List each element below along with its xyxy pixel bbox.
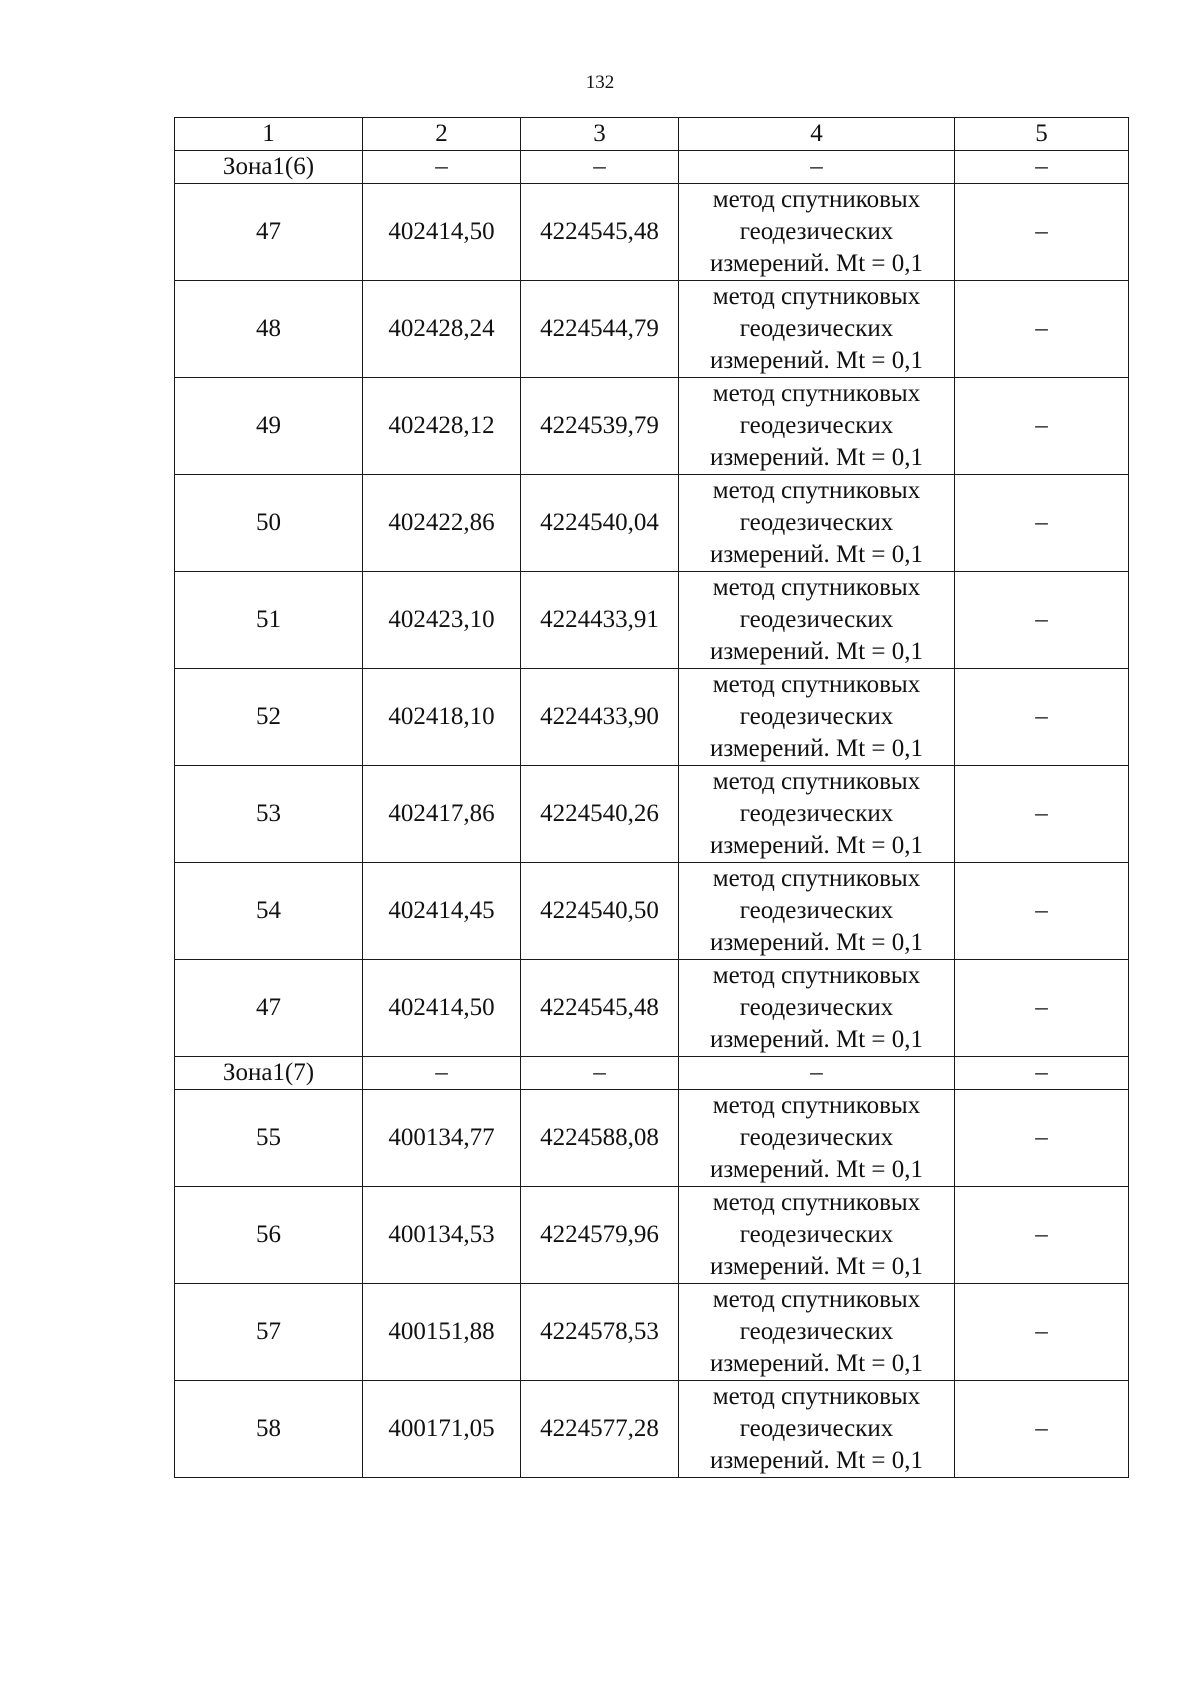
coordinate-x: 400134,77: [363, 1090, 521, 1187]
point-number: 48: [175, 281, 363, 378]
method-line: измерений. Mt = 0,1: [709, 1253, 924, 1280]
coordinate-x: 400151,88: [363, 1284, 521, 1381]
coordinates-table: [174, 117, 1129, 1478]
header-cell-4: 4: [679, 118, 955, 151]
note-dash: –: [955, 572, 1129, 669]
method-line: геодезических: [739, 1318, 894, 1345]
header-row: [175, 118, 1129, 151]
coordinate-x: 402422,86: [363, 475, 521, 572]
point-number: 56: [175, 1187, 363, 1284]
table-row: [175, 1381, 1129, 1478]
table-row: [175, 1090, 1129, 1187]
zone-dash: –: [955, 151, 1129, 184]
table-body: [175, 118, 1129, 1478]
point-number: 51: [175, 572, 363, 669]
method-line: геодезических: [739, 703, 894, 730]
header-cell-2: 2: [363, 118, 521, 151]
method-description: [679, 960, 955, 1057]
coordinate-x: 402428,12: [363, 378, 521, 475]
method-description: [679, 184, 955, 281]
table-row: [175, 475, 1129, 572]
table-row: [175, 960, 1129, 1057]
method-line: геодезических: [739, 606, 894, 633]
method-line: измерений. Mt = 0,1: [709, 1156, 924, 1183]
note-dash: –: [955, 184, 1129, 281]
table-row: [175, 184, 1129, 281]
method-description: [679, 863, 955, 960]
method-line: метод спутниковых: [712, 574, 921, 601]
method-description: [679, 1381, 955, 1478]
method-description: [679, 475, 955, 572]
zone-dash: –: [521, 1057, 679, 1090]
method-line: геодезических: [739, 1124, 894, 1151]
method-line: метод спутниковых: [712, 1383, 921, 1410]
coordinate-y: 4224545,48: [521, 960, 679, 1057]
coordinate-x: 402418,10: [363, 669, 521, 766]
method-description: [679, 281, 955, 378]
method-line: метод спутниковых: [712, 1092, 921, 1119]
coordinate-y: 4224579,96: [521, 1187, 679, 1284]
page-number: 132: [585, 72, 615, 93]
method-line: измерений. Mt = 0,1: [709, 832, 924, 859]
note-dash: –: [955, 863, 1129, 960]
note-dash: –: [955, 281, 1129, 378]
coordinate-y: 4224578,53: [521, 1284, 679, 1381]
table-row: [175, 669, 1129, 766]
coordinate-x: 402417,86: [363, 766, 521, 863]
zone-dash: –: [955, 1057, 1129, 1090]
note-dash: –: [955, 1187, 1129, 1284]
method-description: [679, 1090, 955, 1187]
method-line: метод спутниковых: [712, 186, 921, 213]
note-dash: –: [955, 766, 1129, 863]
method-line: метод спутниковых: [712, 671, 921, 698]
coordinate-x: 402414,50: [363, 960, 521, 1057]
method-line: метод спутниковых: [712, 477, 921, 504]
method-description: [679, 572, 955, 669]
table-row: [175, 572, 1129, 669]
coordinate-y: 4224588,08: [521, 1090, 679, 1187]
header-cell-3: 3: [521, 118, 679, 151]
method-line: измерений. Mt = 0,1: [709, 444, 924, 471]
method-line: измерений. Mt = 0,1: [709, 929, 924, 956]
note-dash: –: [955, 1090, 1129, 1187]
coordinate-y: 4224433,90: [521, 669, 679, 766]
coordinate-x: 402428,24: [363, 281, 521, 378]
point-number: 57: [175, 1284, 363, 1381]
method-line: метод спутниковых: [712, 962, 921, 989]
coordinate-y: 4224540,04: [521, 475, 679, 572]
point-number: 50: [175, 475, 363, 572]
table-row: [175, 1187, 1129, 1284]
point-number: 52: [175, 669, 363, 766]
method-description: [679, 378, 955, 475]
note-dash: –: [955, 1284, 1129, 1381]
method-line: измерений. Mt = 0,1: [709, 1447, 924, 1474]
zone-dash: –: [679, 1057, 955, 1090]
point-number: 54: [175, 863, 363, 960]
method-line: геодезических: [739, 994, 894, 1021]
coordinate-x: 400134,53: [363, 1187, 521, 1284]
zone-dash: –: [363, 151, 521, 184]
method-description: [679, 1187, 955, 1284]
coordinate-y: 4224433,91: [521, 572, 679, 669]
point-number: 49: [175, 378, 363, 475]
method-line: метод спутниковых: [712, 768, 921, 795]
method-line: измерений. Mt = 0,1: [709, 347, 924, 374]
note-dash: –: [955, 1381, 1129, 1478]
method-line: измерений. Mt = 0,1: [709, 541, 924, 568]
coordinate-y: 4224545,48: [521, 184, 679, 281]
zone-label: Зона1(7): [175, 1057, 363, 1090]
method-line: метод спутниковых: [712, 1189, 921, 1216]
note-dash: –: [955, 475, 1129, 572]
method-line: метод спутниковых: [712, 283, 921, 310]
table-row: [175, 1284, 1129, 1381]
method-line: геодезических: [739, 315, 894, 342]
zone-row: [175, 151, 1129, 184]
method-line: геодезических: [739, 218, 894, 245]
point-number: 58: [175, 1381, 363, 1478]
point-number: 47: [175, 960, 363, 1057]
table-row: [175, 378, 1129, 475]
coordinate-y: 4224540,26: [521, 766, 679, 863]
method-line: метод спутниковых: [712, 380, 921, 407]
coordinate-y: 4224540,50: [521, 863, 679, 960]
coordinate-y: 4224539,79: [521, 378, 679, 475]
coordinate-y: 4224577,28: [521, 1381, 679, 1478]
zone-dash: –: [521, 151, 679, 184]
coordinate-x: 402414,45: [363, 863, 521, 960]
note-dash: –: [955, 960, 1129, 1057]
method-line: измерений. Mt = 0,1: [709, 1350, 924, 1377]
coordinate-x: 400171,05: [363, 1381, 521, 1478]
table-row: [175, 766, 1129, 863]
method-line: метод спутниковых: [712, 865, 921, 892]
method-description: [679, 669, 955, 766]
zone-label: Зона1(6): [175, 151, 363, 184]
coordinate-x: 402414,50: [363, 184, 521, 281]
header-cell-5: 5: [955, 118, 1129, 151]
method-line: геодезических: [739, 412, 894, 439]
method-line: измерений. Mt = 0,1: [709, 1026, 924, 1053]
zone-dash: –: [679, 151, 955, 184]
method-line: геодезических: [739, 800, 894, 827]
method-description: [679, 766, 955, 863]
method-line: измерений. Mt = 0,1: [709, 638, 924, 665]
coordinate-x: 402423,10: [363, 572, 521, 669]
zone-dash: –: [363, 1057, 521, 1090]
method-line: геодезических: [739, 509, 894, 536]
method-line: геодезических: [739, 1415, 894, 1442]
method-line: геодезических: [739, 897, 894, 924]
zone-row: [175, 1057, 1129, 1090]
point-number: 55: [175, 1090, 363, 1187]
table-row: [175, 281, 1129, 378]
method-line: измерений. Mt = 0,1: [709, 735, 924, 762]
point-number: 53: [175, 766, 363, 863]
method-line: метод спутниковых: [712, 1286, 921, 1313]
point-number: 47: [175, 184, 363, 281]
note-dash: –: [955, 378, 1129, 475]
method-description: [679, 1284, 955, 1381]
note-dash: –: [955, 669, 1129, 766]
coordinate-y: 4224544,79: [521, 281, 679, 378]
method-line: измерений. Mt = 0,1: [709, 250, 924, 277]
header-cell-1: 1: [175, 118, 363, 151]
table-row: [175, 863, 1129, 960]
method-line: геодезических: [739, 1221, 894, 1248]
